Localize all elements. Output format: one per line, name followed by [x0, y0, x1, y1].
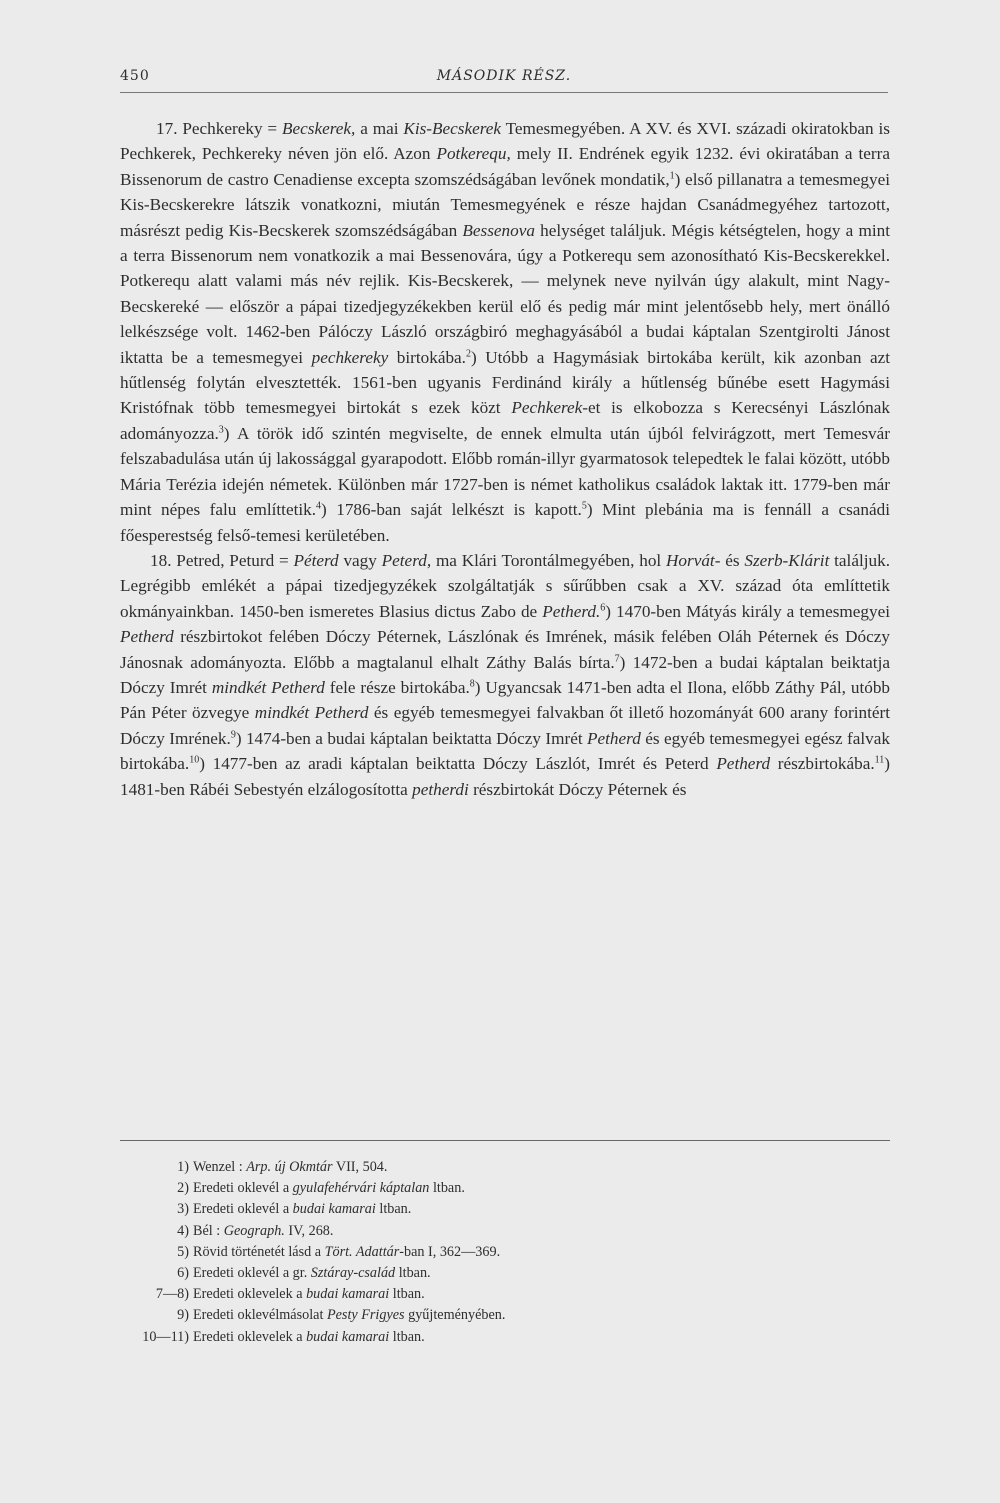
footnote-ref: 10	[189, 754, 200, 766]
paragraph-18: 18. Petred, Peturd = Péterd vagy Peterd, ma Klári Torontálmegyében, hol Horvát- és Szerb-Klárit találjuk. Legrégibb emlékét a pápai tizedjegyzékek szolgáltatják s sűrűbben csak a XV. század óta említtetik okmányainkban. 1450-ben ismeretes Blasius dictus Zabo de Petherd.$^6$) 1470-ben Mátyás király a temesmegyei Petherd részbirtokot felében Dóczy Péternek, Lászlónak és Imrének, másik felében Oláh Péternek és Dóczy Jánosnak adományozta. Előbb a magtalanul elhalt Záthy Balás bírta.$^7$) 1472-ben a budai káptalan beiktatja Dóczy Imrét mindkét Petherd fele része birtokába.$^8$) Ugyancsak 1471-ben adta el Ilona, előbb Záthy Pál, utóbb Pán Péter özvegye mindkét Petherd és egyéb temesmegyei falvakban őt illető hozományát 600 arany forintért Dóczy Imrének.$^9$) 1474-ben a budai káptalan beiktatta Dóczy Imrét Petherd és egyéb temesmegyei egész falvak birtokába.$^{10}$) 1477-ben az aradi káptalan beiktatta Dóczy Lászlót, Imrét és Peterd Petherd részbirtokába.$^{11}$) 1481-ben Rábéi Sebestyén elzálogosította petherdi részbirtokát Dóczy Péternek és	[120, 550, 891, 799]
paragraph-17: 17. Pechkereky = Becskerek, a mai Kis-Becskerek Temesmegyében. A XV. és XVI. századi okiratokban is Pechkerek, Pechkereky néven jön elő. Azon Potkerequ, mely II. Endrének egyik 1232. évi okiratában a terra Bissenorum de castro Cenadiense excepta szomszédságában levőnek mondatik,$^1$) első pillanatra a temesmegyei Kis-Becskerekre látszik vonatkozni, miután Temesmegyének e része hajdan Csanádmegyéhez tartozott, másrészt pedig Kis-Becskerek szomszédságában Bessenova helységet találjuk. Mégis kétségtelen, hogy a mint a terra Bissenorum nem vonatkozik a mai Bessenovára, úgy a Potkerequ sem azonosítható Kis-Becskerekkel. Potkerequ alatt valami más név rejlik. Kis-Becskerek, — melynek neve nyilván úgy alakult, mint Nagy-Becskereké — először a pápai tizedjegyzékekben kerül elő és pedig már mint jelentősebb hely, mert önálló lelkészsége volt. 1462-ben Pálóczy László országbiró meghagyásából a budai káptalan Szentgirolti Jánost iktatta be a temesmegyei pechkereky birtokába.$^2$) Utóbb a Hagymásiak birtokába került, kik azonban azt hűtlenség folytán elvesztették. 1561-ben ugyanis Ferdinánd király a hűtlenség bűnébe esett Hagymási Kristófnak több temesmegyei birtokát s ezek közt Pechkerek-et is elkobozza s Kerecsényi Lászlónak adományozza.$^3$) A török idő szintén megviselte, de ennek elmulta után újból felvirágzott, mert Temesvár felszabadulása után új lakossággal gyarapodott. Előbb román-illyr gyarmatosok telepedtek le falai között, utóbb Mária Terézia idején németek. Különben már 1727-ben is német katholikus családok laktak itt. 1779-ben már mint népes falu említtetik.$^4$) 1786-ban saját lelkészt is kapott.$^5$) Mint plebánia ma is fennáll a csanádi főesperestség felső-temesi kerületében.	[120, 119, 890, 545]
footnote: 9) Eredeti oklevélmásolat Pesty Frigyes gyűjteményében.	[177, 1307, 506, 1324]
footnote-ref: 5	[581, 500, 587, 512]
footnote-ref: 4	[316, 500, 322, 512]
running-head: MÁSODIK RÉSZ.	[436, 68, 572, 84]
footnote-ref: 2	[465, 347, 471, 359]
page-number: 450	[120, 68, 150, 84]
footnote-ref: 3	[218, 424, 224, 436]
footnote: 3) Eredeti oklevél a budai kamarai ltban.	[177, 1201, 412, 1218]
footnote-divider	[120, 1140, 890, 1141]
footnote-ref: 7	[614, 652, 620, 664]
footnote-ref: 9	[230, 729, 236, 741]
main-text	[120, 116, 890, 802]
footnote: 10—11) Eredeti oklevelek a budai kamarai ltban.	[142, 1328, 425, 1345]
footnotes	[135, 1157, 735, 1348]
footnote: 7—8) Eredeti oklevelek a budai kamarai ltban.	[155, 1286, 425, 1303]
footnote-ref: 6	[600, 601, 606, 613]
page-header	[120, 62, 888, 93]
footnote-ref: 11	[874, 754, 885, 766]
footnote: 4) Bél : Geograph. IV, 268.	[177, 1222, 334, 1239]
footnote: 1) Wenzel : Arp. új Okmtár VII, 504.	[177, 1159, 388, 1175]
footnote: 2) Eredeti oklevél a gyulafehérvári káptalan ltban.	[177, 1180, 465, 1197]
footnote: 6) Eredeti oklevél a gr. Sztáray-család ltban.	[177, 1265, 431, 1282]
footnote-ref: 1	[669, 170, 675, 182]
footnote: 5) Rövid történetét lásd a Tört. Adattár-ban I, 362—369.	[177, 1243, 501, 1260]
footnote-ref: 8	[469, 678, 475, 690]
